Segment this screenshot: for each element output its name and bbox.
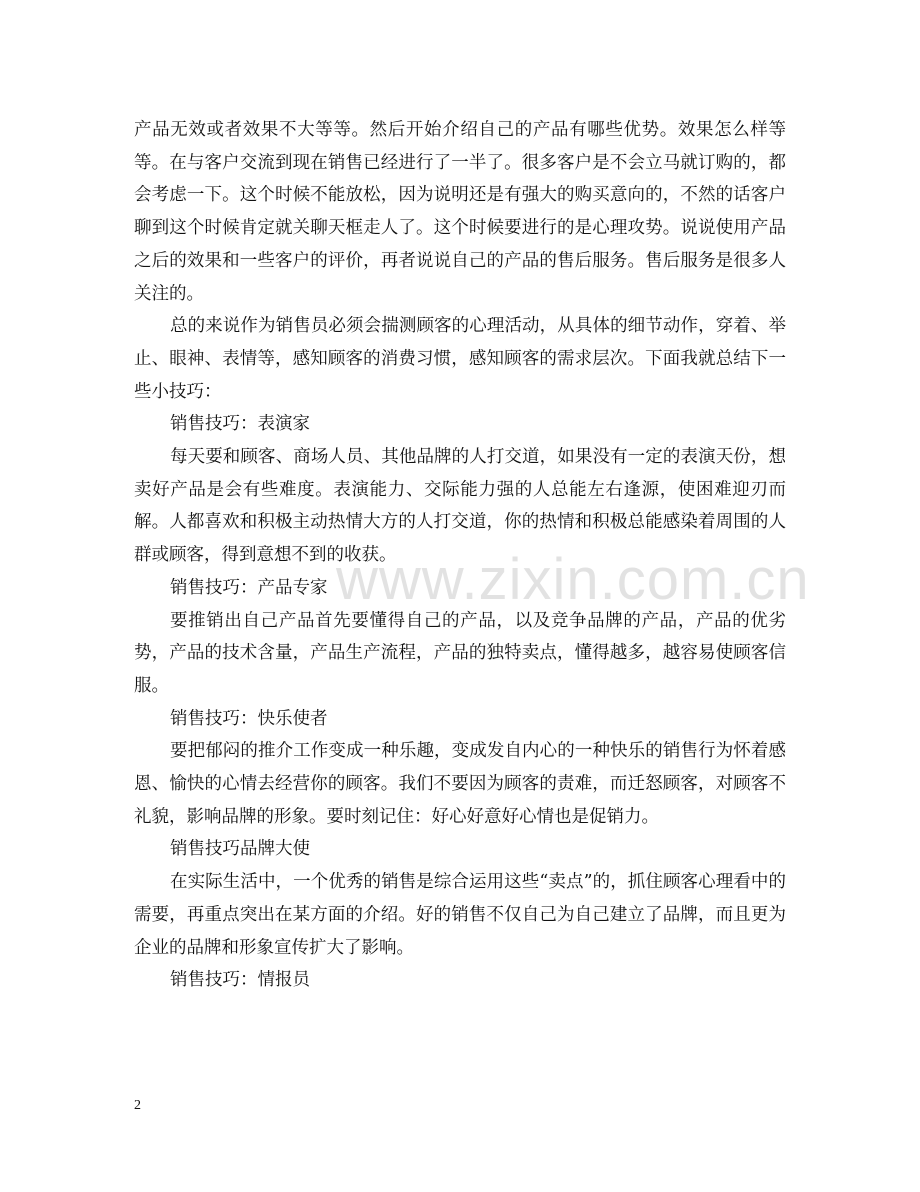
page-number: 2 [134,1098,141,1113]
section-heading-intelligence-officer: 销售技巧：情报员 [170,970,310,991]
paragraph-performer: 每天要和顾客、商场人员、其他品牌的人打交道，如果没有一定的表演天份，想卖好产品是会有些难度。表演能力、交际能力强的人总能左右逢源，使困难迎刃而解。人都喜欢和积极主动热情大方的人打交道，你的热情和积极总能感染着周围的人群或顾客，得到意想不到的收获。 [134,447,786,566]
paragraph-product-expert: 要推销出自己产品首先要懂得自己的产品，以及竞争品牌的产品，产品的优劣势，产品的技术含量，产品生产流程，产品的独特卖点，懂得越多，越容易使顾客信服。 [134,610,786,696]
section-heading-performer: 销售技巧：表演家 [170,414,310,435]
section-heading-happy-messenger: 销售技巧：快乐使者 [170,708,328,729]
section-heading-product-expert: 销售技巧：产品专家 [170,577,328,598]
paragraph-summary: 总的来说作为销售员必须会揣测顾客的心理活动，从具体的细节动作，穿着、举止、眼神、表情等，感知顾客的消费习惯，感知顾客的需求层次。下面我就总结下一些小技巧： [134,316,786,402]
section-heading-brand-ambassador: 销售技巧品牌大使 [170,839,310,860]
document-body [134,114,786,997]
watermark-text: www.zixin.com.cn [336,547,810,612]
paragraph-brand-ambassador: 在实际生活中，一个优秀的销售是综合运用这些“卖点”的，抓住顾客心理看中的需要，再重点突出在某方面的介绍。好的销售不仅自己为自己建立了品牌，而且更为企业的品牌和形象宣传扩大了影响。 [134,872,786,958]
paragraph-happy-messenger: 要把郁闷的推介工作变成一种乐趣，变成发自内心的一种快乐的销售行为怀着感恩、愉快的心情去经营你的顾客。我们不要因为顾客的责难，而迁怒顾客，对顾客不礼貌，影响品牌的形象。要时刻记住：好心好意好心情也是促销力。 [134,741,786,827]
paragraph-continuation: 产品无效或者效果不大等等。然后开始介绍自己的产品有哪些优势。效果怎么样等等。在与客户交流到现在销售已经进行了一半了。很多客户是不会立马就订购的，都会考虑一下。这个时候不能放松，因为说明还是有强大的购买意向的，不然的话客户聊到这个时候肯定就关聊天框走人了。这个时候要进行的是心理攻势。说说使用产品之后的效果和一些客户的评价，再者说说自己的产品的售后服务。售后服务是很多人关注的。 [134,120,786,304]
